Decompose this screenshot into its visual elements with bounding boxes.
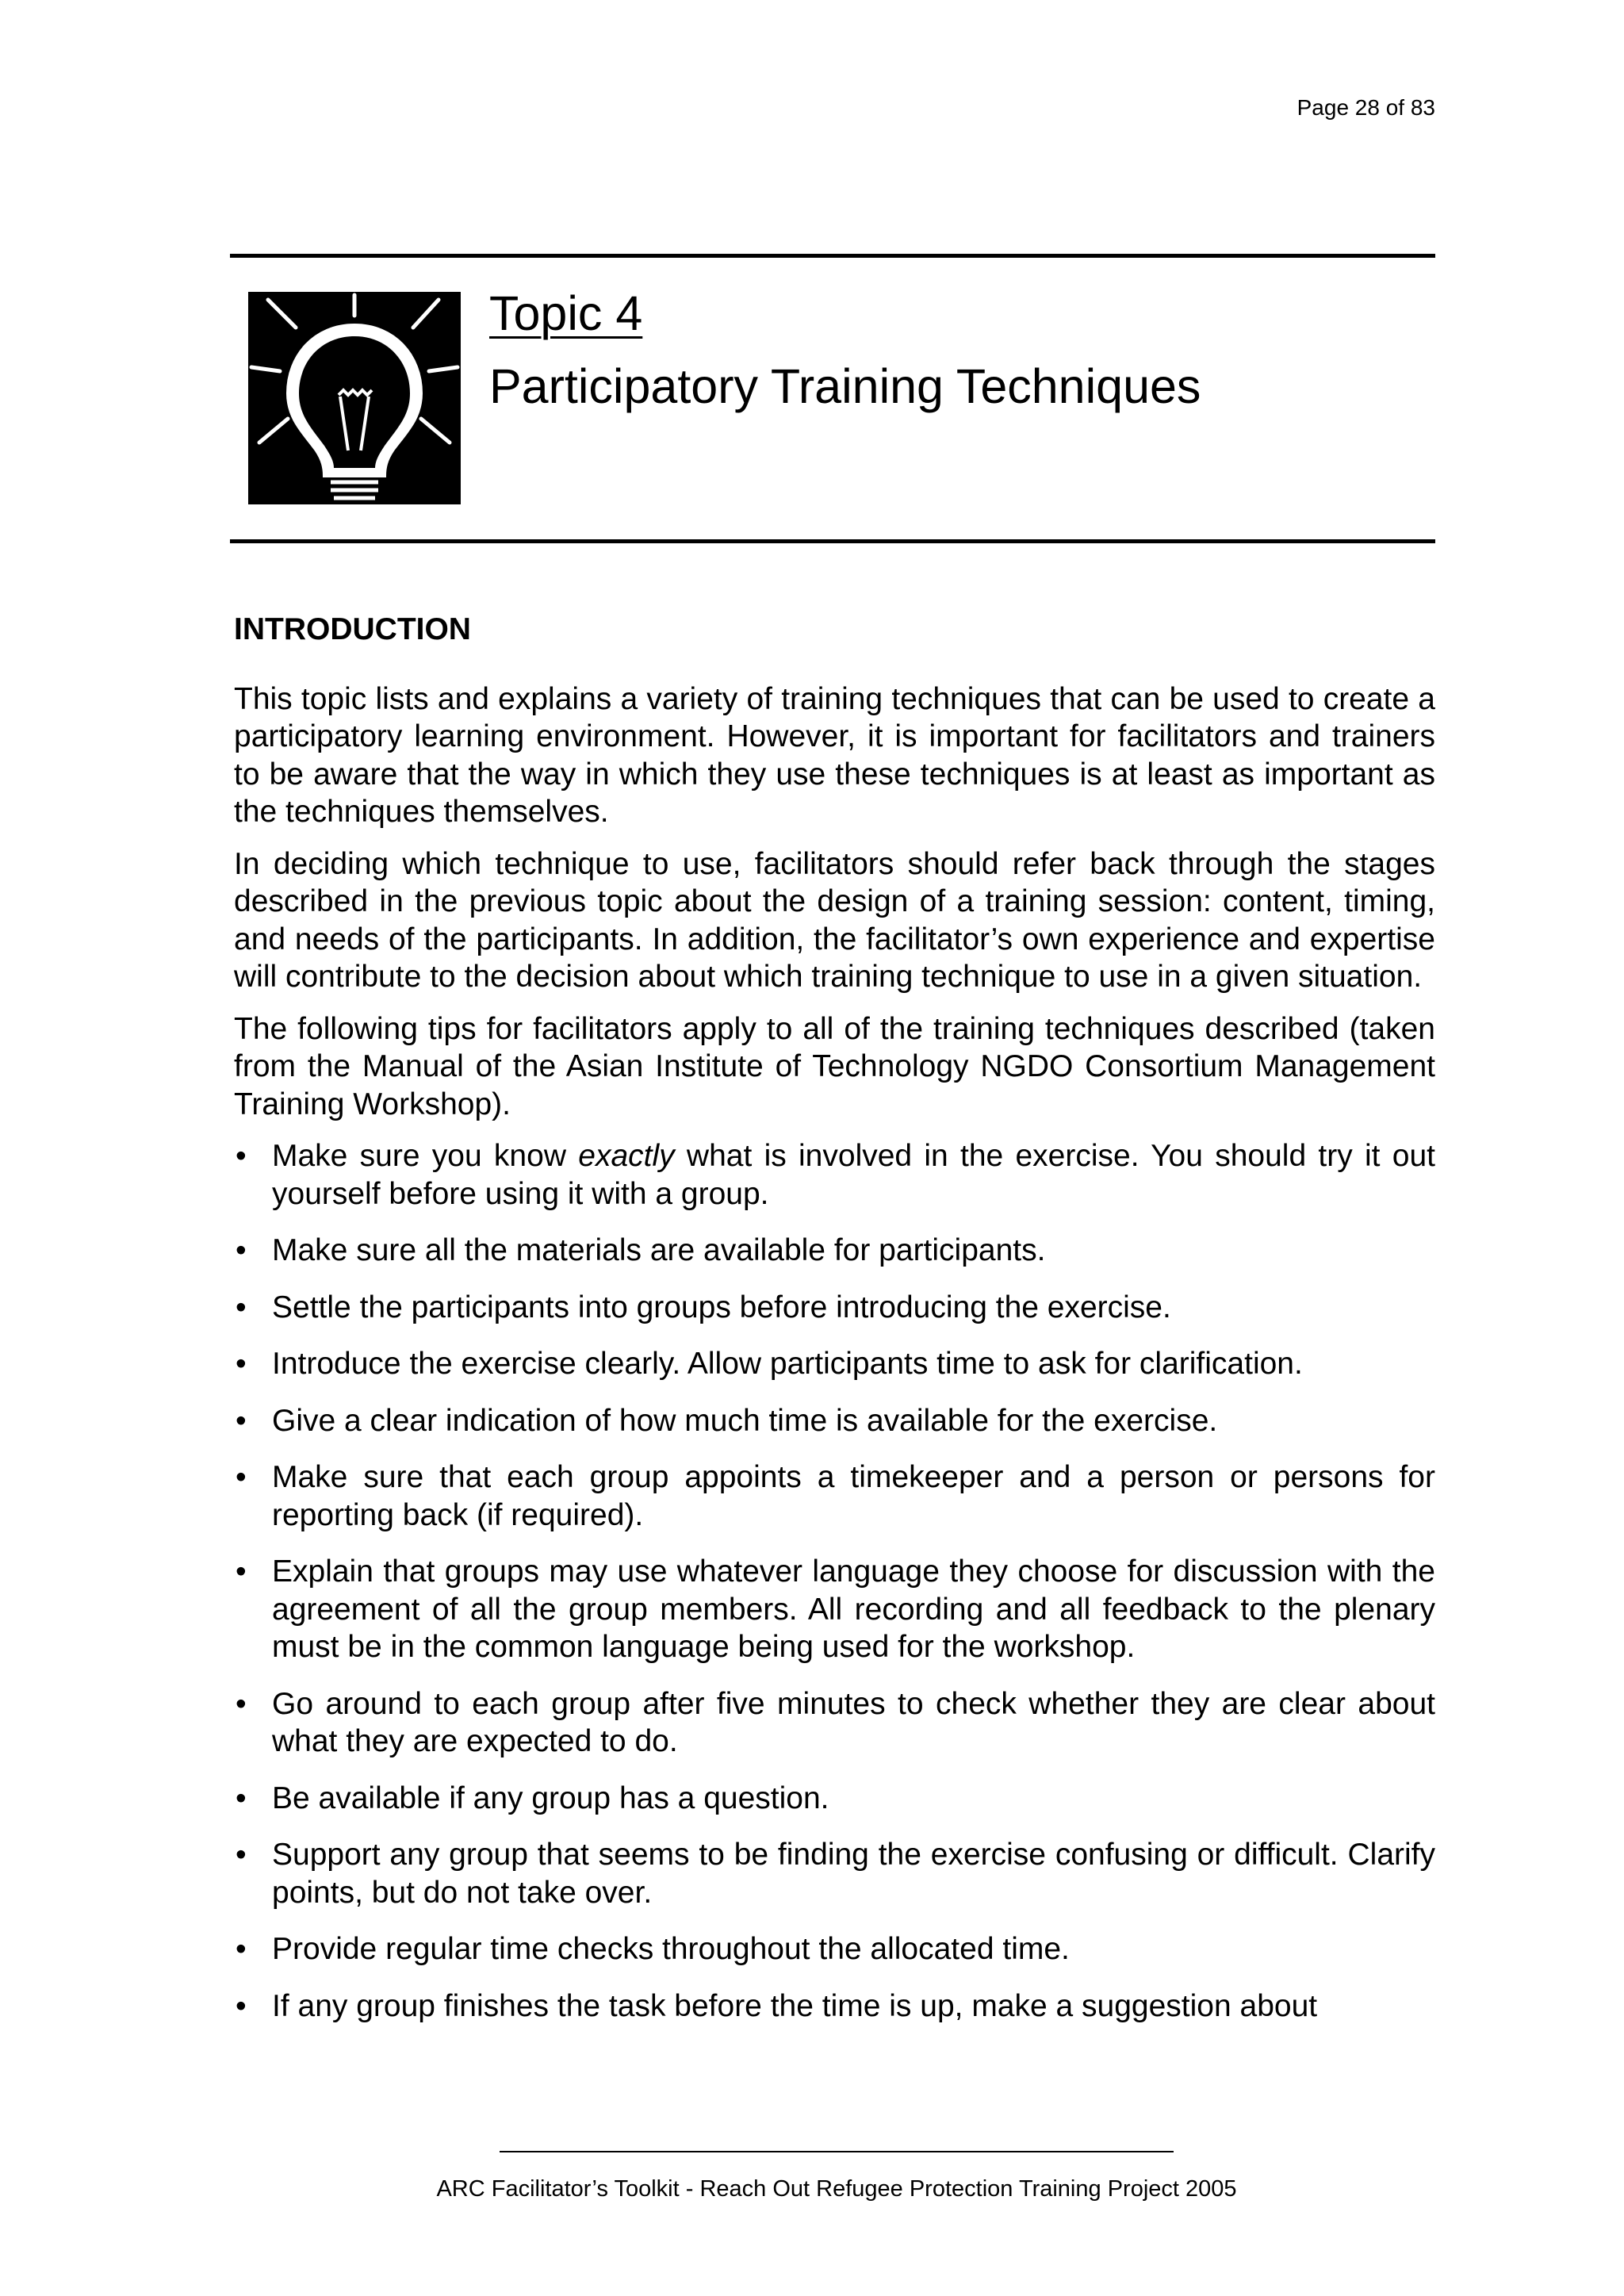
tip-text: If any group finishes the task before the time is up, make a suggestion about (272, 1988, 1318, 2023)
bullet-icon: • (236, 1139, 247, 1173)
bullet-icon: • (236, 1780, 247, 1815)
bullet-icon: • (236, 1686, 247, 1721)
tips-list (234, 1137, 1435, 2025)
bullet-icon: • (236, 1347, 247, 1381)
tip-text: Provide regular time checks throughout the allocated time. (272, 1932, 1070, 1966)
tip-text-emphasis: exactly (578, 1139, 675, 1173)
tip-item (234, 1345, 1435, 1383)
footer-text: ARC Facilitator’s Toolkit - Reach Out Refugee Protection Training Project 2005 (436, 2176, 1237, 2202)
bullet-icon: • (236, 1988, 247, 2023)
tip-text: Introduce the exercise clearly. Allow participants time to ask for clarification. (272, 1347, 1303, 1381)
tip-item (234, 1987, 1435, 2026)
tip-item (234, 1402, 1435, 1440)
tip-item (234, 1137, 1435, 1213)
tip-text-after: what is involved in the exercise. You should try it out yourself before using it with a group. (272, 1139, 1435, 1211)
tip-text: Make sure that each group appoints a timekeeper and a person or persons for reporting back (if required). (272, 1460, 1435, 1532)
tip-item (234, 1458, 1435, 1534)
bullet-icon: • (236, 1460, 247, 1494)
main-content (234, 611, 1435, 2044)
intro-paragraph-3: The following tips for facilitators apply to all of the training techniques described (taken from the Manual of the Asian Institute of Technology NGDO Consortium Management Training Workshop). (234, 1011, 1435, 1121)
bullet-icon: • (236, 1290, 247, 1324)
header-rule-bottom (230, 539, 1435, 543)
tip-text: Give a clear indication of how much time is available for the exercise. (272, 1403, 1218, 1438)
tip-text-before: Make sure you know (272, 1139, 579, 1173)
tip-text: Be available if any group has a question. (272, 1780, 829, 1815)
topic-number-title: Topic 4 (489, 286, 643, 340)
intro-paragraph-2: In deciding which technique to use, facilitators should refer back through the stages described in the previous topic about the design of a training session: content, timing, and needs of the participants. In addition, the facilitator’s own experience and expertise will contribute to the decision about which training technique to use in a given situation. (234, 846, 1435, 994)
tip-text: Explain that groups may use whatever language they choose for discussion with the agreement of all the group members. All recording and all feedback to the plenary must be in the common language being used for the workshop. (272, 1554, 1435, 1664)
bullet-icon: • (236, 1932, 247, 1966)
lightbulb-icon (248, 292, 461, 504)
bullet-icon: • (236, 1838, 247, 1872)
tip-item (234, 1685, 1435, 1761)
footer-rule (500, 2151, 1174, 2152)
tip-text: Support any group that seems to be finding the exercise confusing or difficult. Clarify points, but do not take over. (272, 1838, 1435, 1910)
tip-text: Make sure all the materials are available for participants. (272, 1233, 1046, 1267)
topic-title: Participatory Training Techniques (489, 359, 1201, 413)
section-heading: INTRODUCTION (234, 612, 471, 646)
bullet-icon: • (236, 1233, 247, 1267)
tip-text: Settle the participants into groups before introducing the exercise. (272, 1290, 1171, 1324)
tip-item (234, 1836, 1435, 1911)
tip-item (234, 1232, 1435, 1270)
tip-item (234, 1289, 1435, 1327)
tip-text: Go around to each group after five minutes to check whether they are clear about what they are expected to do. (272, 1686, 1435, 1758)
intro-paragraph-1: This topic lists and explains a variety of training techniques that can be used to create a participatory learning environment. However, it is important for facilitators and trainers to be aware that the way in which they use these techniques is at least as important as the techniques themselves. (234, 681, 1435, 829)
header-rule-top (230, 254, 1435, 258)
tip-item (234, 1553, 1435, 1666)
bullet-icon: • (236, 1554, 247, 1589)
tip-item (234, 1780, 1435, 1818)
tip-item (234, 1930, 1435, 1968)
bullet-icon: • (236, 1403, 247, 1438)
page-number: Page 28 of 83 (1297, 95, 1435, 120)
